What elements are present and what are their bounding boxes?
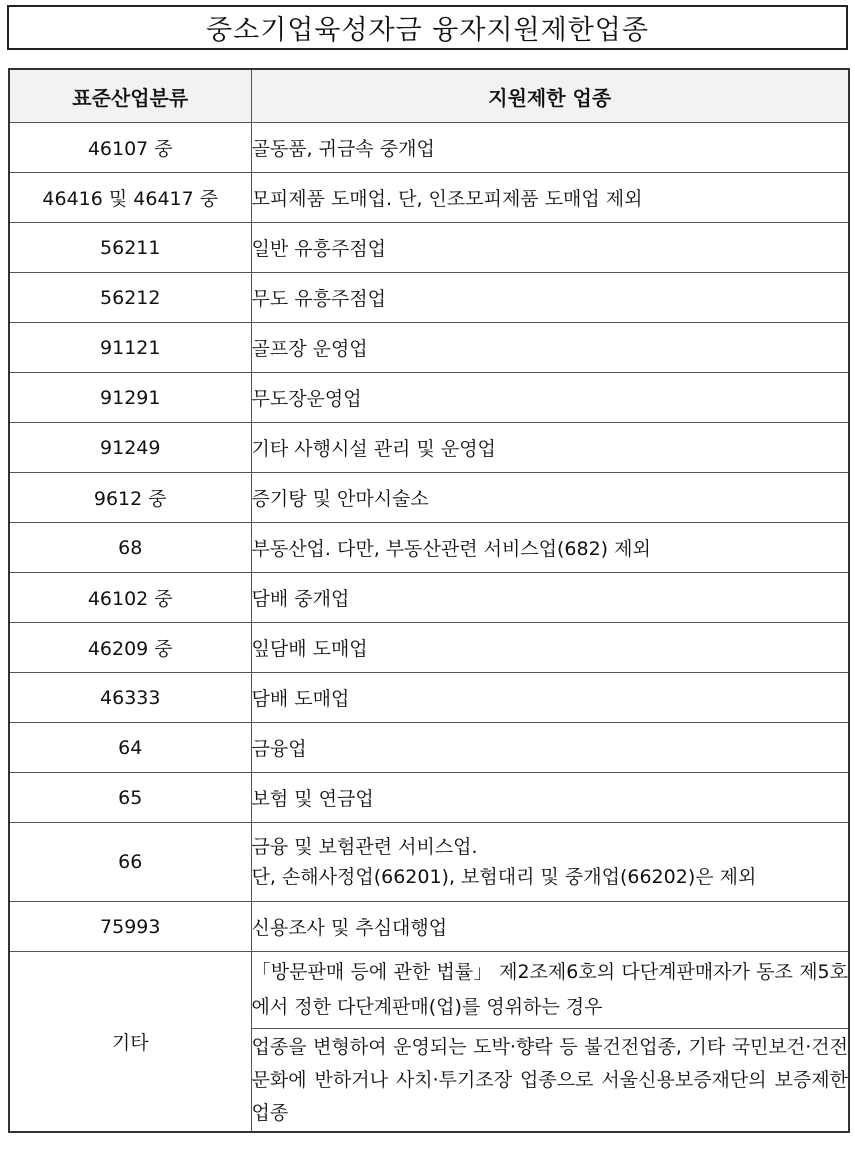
- restricted-industries-table: [8, 68, 850, 1133]
- industry-description: 「방문판매 등에 관한 법률」 제2조제6호의 다단계판매자가 동조 제5호에서 정한 다단계판매(업)를 영위하는 경우: [251, 952, 849, 1029]
- industry-description: 골동품, 귀금속 중개업: [251, 123, 849, 173]
- industry-code: 기타: [9, 952, 251, 1133]
- industry-description: 업종을 변형하여 운영되는 도박·향락 등 불건전업종, 기타 국민보건·건전문화에 반하거나 사치·투기조장 업종으로 서울신용보증재단의 보증제한 업종: [251, 1029, 849, 1133]
- page-title: 중소기업육성자금 융자지원제한업종: [7, 5, 848, 50]
- industry-description: 무도장운영업: [251, 373, 849, 423]
- industry-description: 증기탕 및 안마시술소: [251, 473, 849, 523]
- industry-code: 56211: [9, 223, 251, 273]
- industry-description: 금융업: [251, 723, 849, 773]
- table-row: [9, 952, 849, 1029]
- industry-code: 46416 및 46417 중: [9, 173, 251, 223]
- header-industry-code: 표준산업분류: [9, 69, 251, 123]
- industry-description: 담배 도매업: [251, 673, 849, 723]
- industry-description: 골프장 운영업: [251, 323, 849, 373]
- table-row: [9, 173, 849, 223]
- industry-code: 91291: [9, 373, 251, 423]
- table-row: [9, 323, 849, 373]
- industry-code: 91121: [9, 323, 251, 373]
- industry-code: 46333: [9, 673, 251, 723]
- table-row: [9, 223, 849, 273]
- industry-description: 무도 유흥주점업: [251, 273, 849, 323]
- table-row: [9, 823, 849, 902]
- industry-description: 일반 유흥주점업: [251, 223, 849, 273]
- industry-code: 46102 중: [9, 573, 251, 623]
- description-line: 단, 손해사정업(66201), 보험대리 및 중개업(66202)은 제외: [251, 866, 757, 888]
- industry-code: 46107 중: [9, 123, 251, 173]
- industry-code: 9612 중: [9, 473, 251, 523]
- table-row: [9, 573, 849, 623]
- table-row: [9, 902, 849, 952]
- table-row: [9, 473, 849, 523]
- table-row: [9, 523, 849, 573]
- table-row: [9, 623, 849, 673]
- industry-description: 신용조사 및 추심대행업: [251, 902, 849, 952]
- industry-code: 68: [9, 523, 251, 573]
- description-line: 금융 및 보험관련 서비스업.: [251, 836, 478, 858]
- header-restricted-industry: 지원제한 업종: [251, 69, 849, 123]
- industry-code: 56212: [9, 273, 251, 323]
- table-row: [9, 273, 849, 323]
- table-row: [9, 723, 849, 773]
- industry-code: 91249: [9, 423, 251, 473]
- industry-description: 담배 중개업: [251, 573, 849, 623]
- industry-description: 보험 및 연금업: [251, 773, 849, 823]
- table-row: [9, 373, 849, 423]
- industry-code: 75993: [9, 902, 251, 952]
- industry-code: 46209 중: [9, 623, 251, 673]
- industry-code: 65: [9, 773, 251, 823]
- industry-description: 모피제품 도매업. 단, 인조모피제품 도매업 제외: [251, 173, 849, 223]
- table-row: [9, 773, 849, 823]
- table-row: [9, 423, 849, 473]
- industry-description: [251, 823, 849, 902]
- industry-description: 잎담배 도매업: [251, 623, 849, 673]
- industry-description: 부동산업. 다만, 부동산관련 서비스업(682) 제외: [251, 523, 849, 573]
- industry-code: 64: [9, 723, 251, 773]
- table-row: [9, 673, 849, 723]
- table-row: [9, 123, 849, 173]
- industry-description: 기타 사행시설 관리 및 운영업: [251, 423, 849, 473]
- industry-code: 66: [9, 823, 251, 902]
